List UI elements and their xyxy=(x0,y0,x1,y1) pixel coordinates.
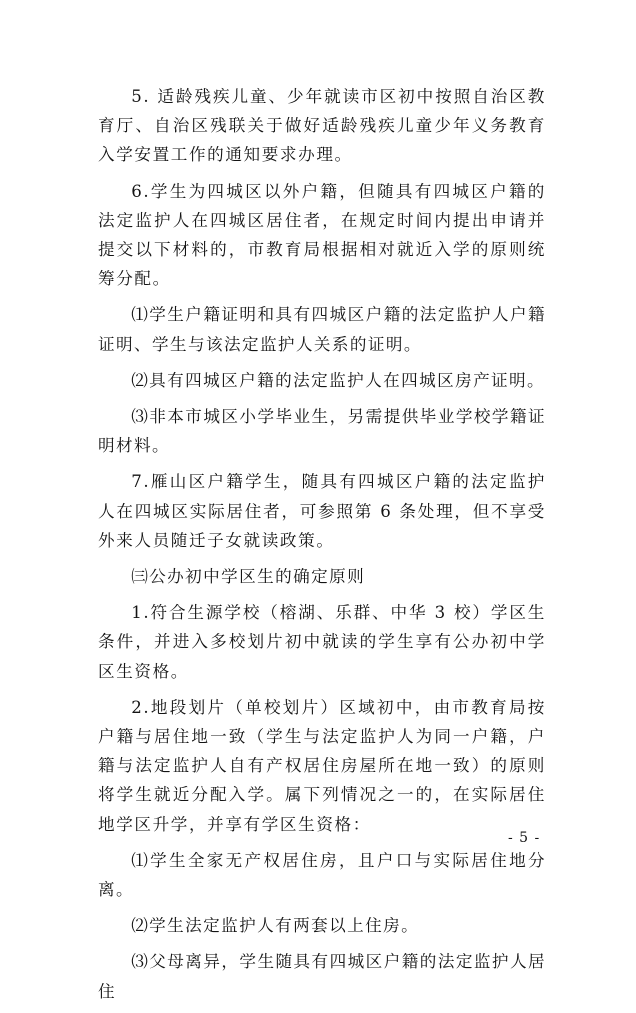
section-heading: ㈢公办初中学区生的确定原则 xyxy=(131,567,366,587)
document-body xyxy=(98,82,546,1013)
paragraph-rule-1: 1.符合生源学校（榕湖、乐群、中华 3 校）学区生条件，并进入多校划片初中就读的学生享有公办初中学区生资格。 xyxy=(98,603,546,681)
paragraph-subitem-6-2: ⑵具有四城区户籍的法定监护人在四城区房产证明。 xyxy=(131,370,546,390)
paragraph-item-7: 7.雁山区户籍学生，随具有四城区户籍的法定监护人在四城区实际居住者，可参照第 6 条处理，但不享受外来人员随迁子女就读政策。 xyxy=(98,472,546,550)
paragraph-subitem-2-3: ⑶父母离异，学生随具有四城区户籍的法定监护人居住 xyxy=(98,952,546,1001)
page-number: - 5 - xyxy=(508,830,541,846)
paragraph-subitem-6-3: ⑶非本市城区小学毕业生，另需提供毕业学校学籍证明材料。 xyxy=(98,407,546,456)
paragraph-subitem-2-2: ⑵学生法定监护人有两套以上住房。 xyxy=(131,916,420,936)
paragraph-subitem-6-1: ⑴学生户籍证明和具有四城区户籍的法定监护人户籍证明、学生与该法定监护人关系的证明。 xyxy=(98,305,546,354)
paragraph-item-5: 5. 适龄残疾儿童、少年就读市区初中按照自治区教育厅、自治区残联关于做好适龄残疾儿童少年义务教育入学安置工作的通知要求办理。 xyxy=(98,87,546,165)
paragraph-rule-2: 2.地段划片（单校划片）区域初中，由市教育局按户籍与居住地一致（学生与法定监护人为同一户籍，户籍与法定监护人自有产权居住房屋所在地一致）的原则将学生就近分配入学。属下列情况之一的，在实际居住地学区升学，并享有学区生资格： xyxy=(98,697,546,834)
paragraph-item-6: 6.学生为四城区以外户籍，但随具有四城区户籍的法定监护人在四城区居住者，在规定时间内提出申请并提交以下材料的，市教育局根据相对就近入学的原则统筹分配。 xyxy=(98,181,546,289)
paragraph-subitem-2-1: ⑴学生全家无产权居住房，且户口与实际居住地分离。 xyxy=(98,850,546,900)
